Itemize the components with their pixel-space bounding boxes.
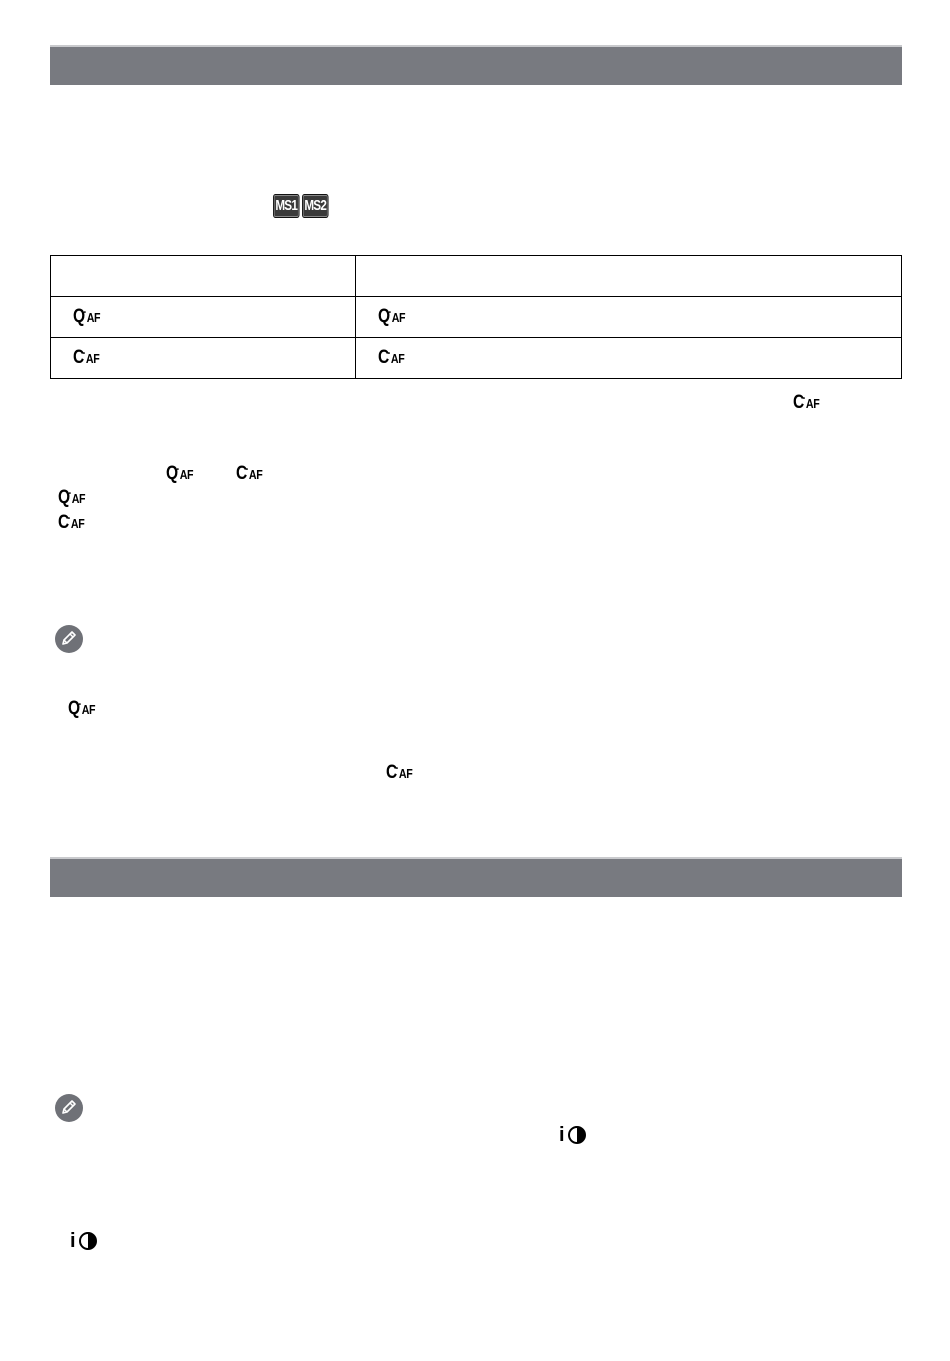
continuous-af-icon: C·AF (236, 462, 263, 484)
contrast-circle-icon (568, 1126, 586, 1144)
continuous-af-icon: C·AF (73, 346, 100, 368)
quick-af-icon: Q·AF (68, 697, 96, 719)
section-1-header (50, 45, 902, 85)
ms1-icon: MS1 (273, 194, 299, 218)
ms2-icon: MS2 (302, 194, 328, 218)
continuous-af-icon: C·AF (386, 761, 413, 783)
continuous-af-icon: C·AF (793, 391, 820, 413)
intelligent-contrast-icon (70, 1231, 97, 1251)
icon-wrap (386, 763, 418, 783)
table-row (51, 256, 902, 297)
table-cell (356, 338, 902, 379)
icon-wrap (166, 464, 199, 484)
note-pencil-icon (55, 625, 83, 653)
quick-af-icon: Q·AF (73, 305, 101, 327)
table-cell (51, 338, 356, 379)
intelligent-contrast-icon (559, 1125, 586, 1145)
table-cell (356, 297, 902, 338)
icon-wrap (236, 464, 268, 484)
table-header-cell (356, 256, 902, 297)
icon-wrap (58, 488, 91, 508)
quick-af-icon: Q·AF (58, 486, 86, 508)
quick-af-icon: Q·AF (166, 462, 194, 484)
icon-wrap (68, 699, 101, 719)
icon-wrap (793, 393, 825, 413)
continuous-af-icon: C·AF (378, 346, 405, 368)
icon-wrap (58, 513, 90, 533)
table-row (51, 338, 902, 379)
contrast-circle-icon (79, 1232, 97, 1250)
continuous-af-icon: C·AF (58, 511, 85, 533)
contrast-i-glyph: i (559, 1124, 565, 1146)
contrast-i-glyph: i (70, 1230, 76, 1252)
section-2-header (50, 857, 902, 897)
table-header-cell (51, 256, 356, 297)
af-mode-table (50, 255, 902, 379)
ms2-wrap (302, 194, 336, 218)
quick-af-icon: Q·AF (378, 305, 406, 327)
note-pencil-icon (55, 1094, 83, 1122)
table-cell (51, 297, 356, 338)
table-row (51, 297, 902, 338)
